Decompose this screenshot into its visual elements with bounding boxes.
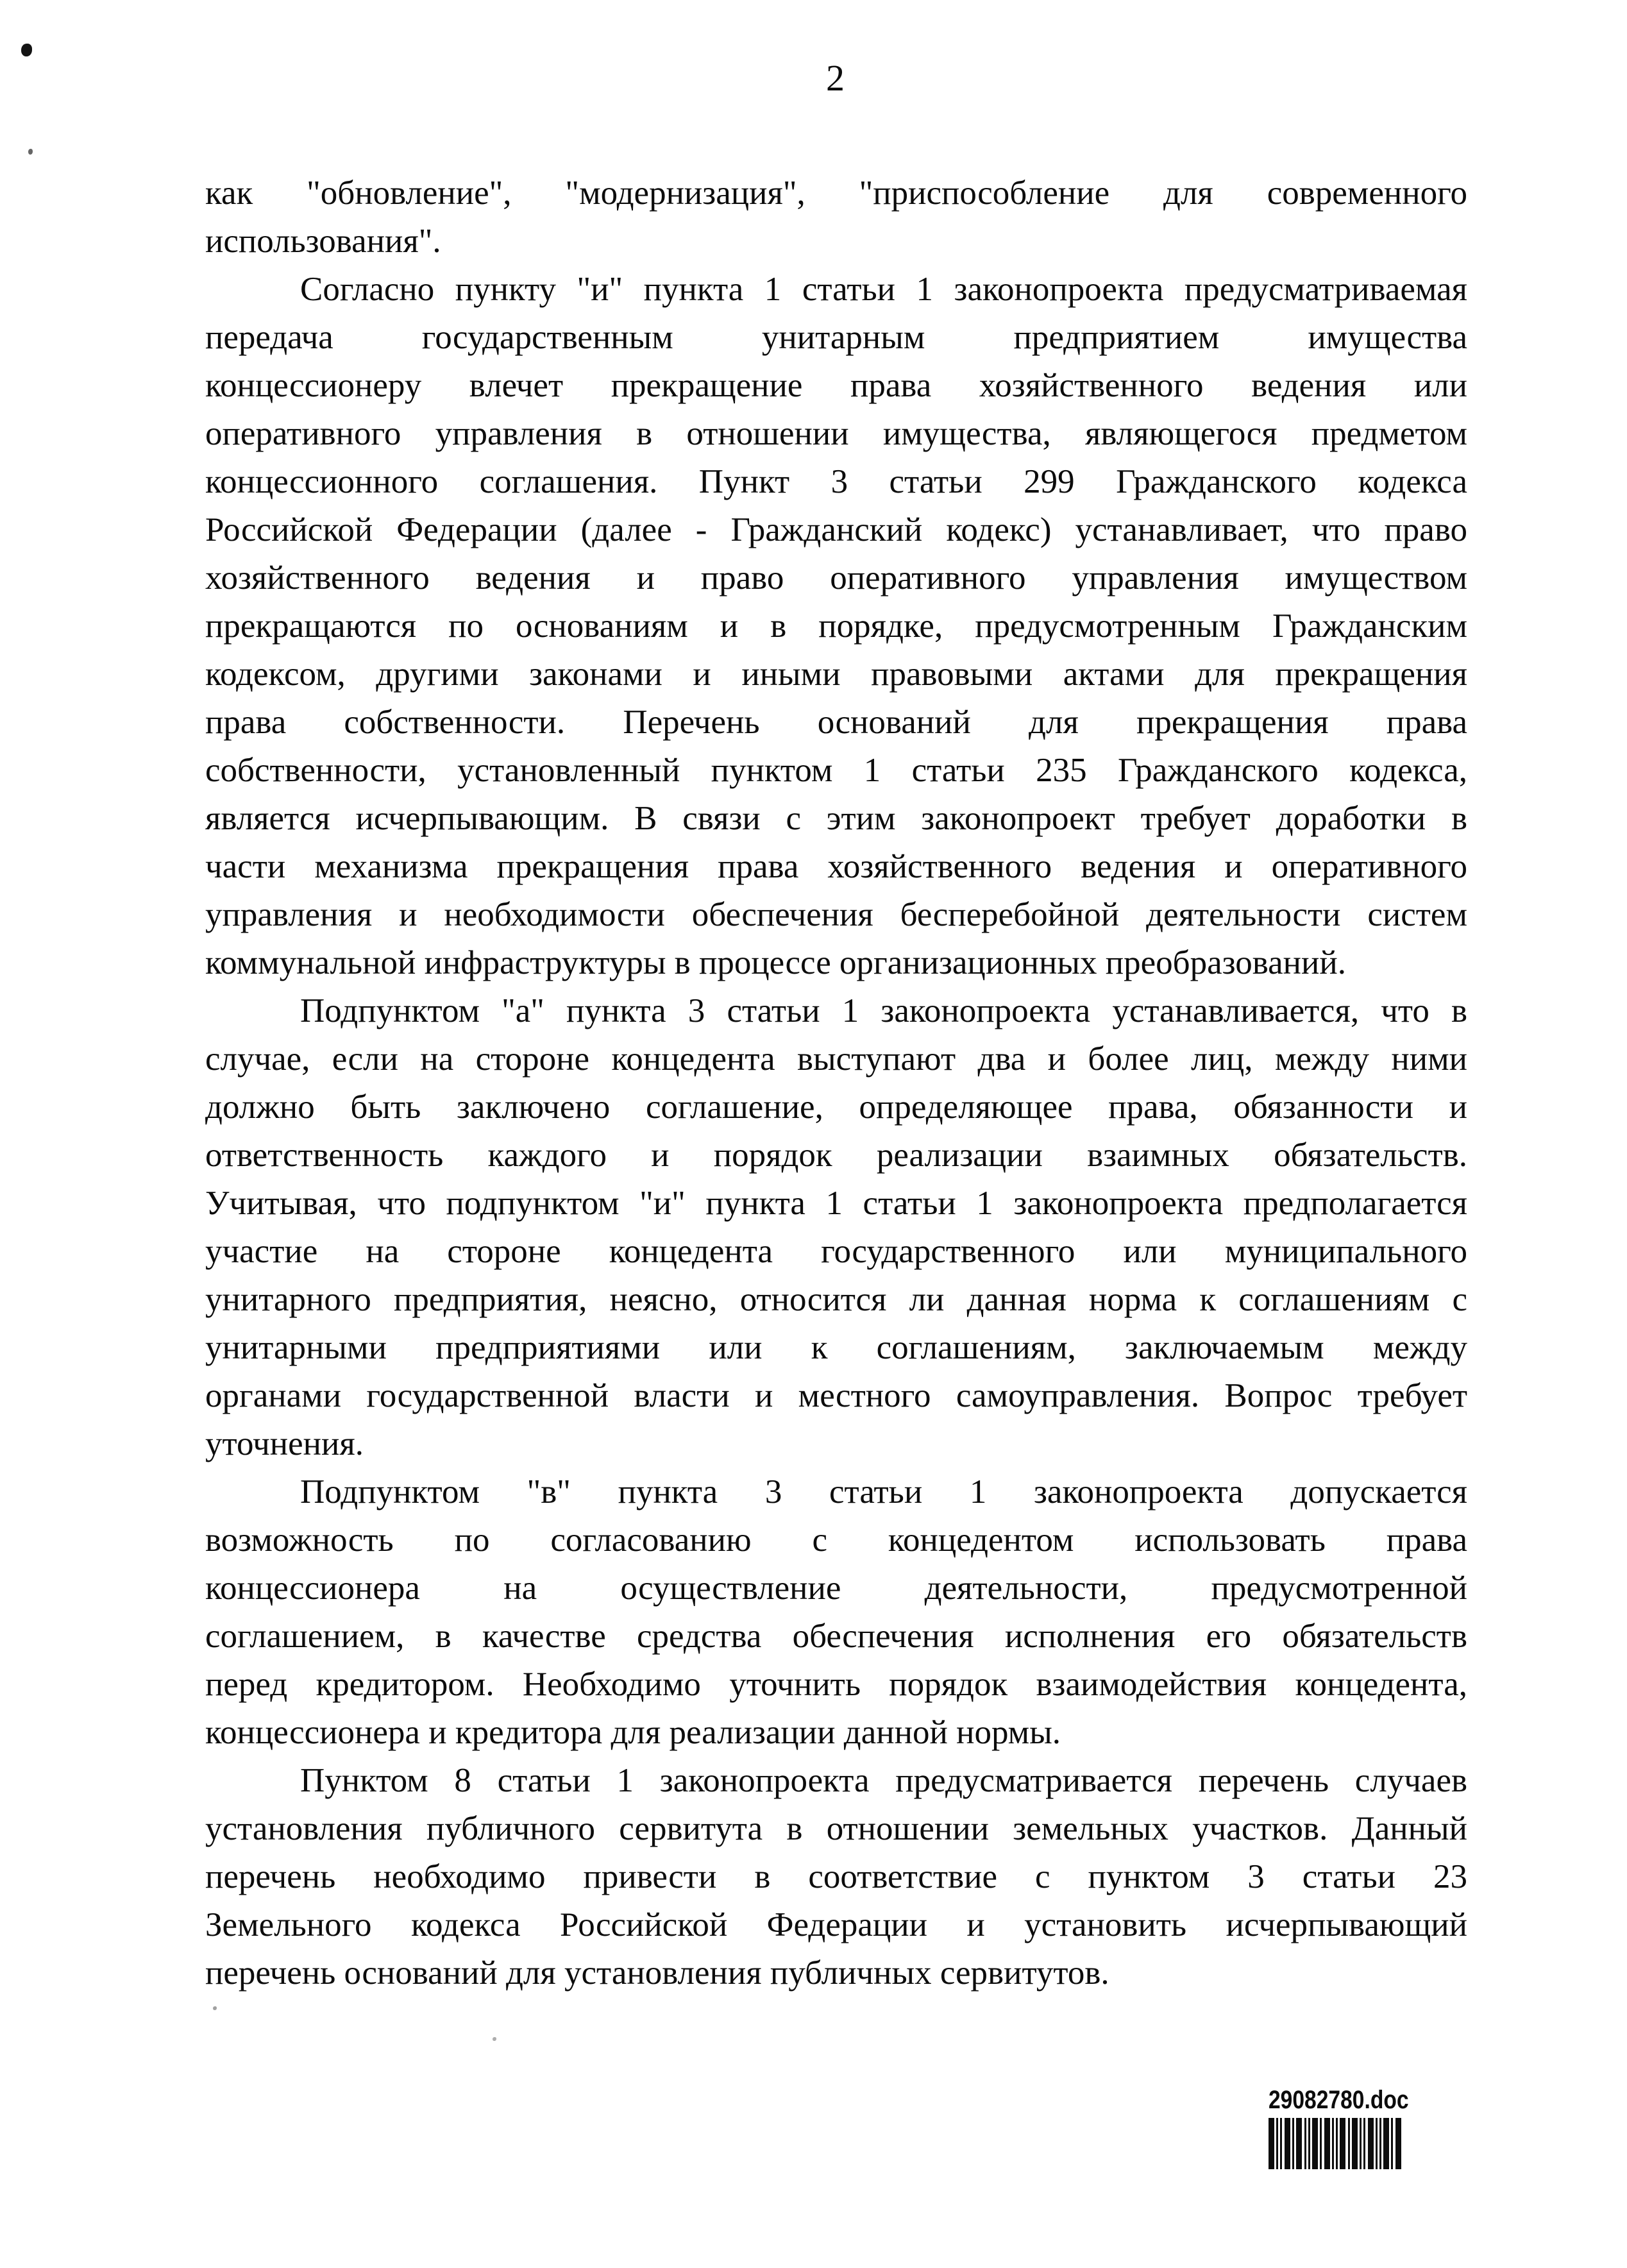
barcode-bar — [1296, 2118, 1302, 2169]
text-line: части механизма прекращения права хозяйственного ведения и оперативного — [205, 848, 1467, 885]
text-line: использования". — [205, 223, 441, 260]
text-line: концессионера и кредитора для реализации данной нормы. — [205, 1714, 1061, 1751]
scan-speck — [21, 44, 32, 56]
barcode-bar — [1269, 2118, 1274, 2169]
text-line: должно быть заключено соглашение, определяющее права, обязанности и — [205, 1088, 1467, 1126]
scan-speck — [213, 2006, 217, 2010]
barcode-bar — [1324, 2118, 1330, 2169]
text-line: Согласно пункту "и" пункта 1 статьи 1 законопроекта предусматриваемая — [300, 271, 1467, 308]
text-line: установления публичного сервитута в отношении земельных участков. Данный — [205, 1810, 1467, 1847]
text-line: унитарными предприятиями или к соглашениям, заключаемым между — [205, 1329, 1467, 1366]
text-line: передача государственным унитарным предприятием имущества — [205, 319, 1467, 356]
text-line: участие на стороне концедента государственного или муниципального — [205, 1233, 1467, 1270]
text-line: права собственности. Перечень оснований для прекращения права — [205, 704, 1467, 741]
text-line: Подпунктом "а" пункта 3 статьи 1 законопроекта устанавливается, что в — [300, 992, 1467, 1029]
text-line: является исчерпывающим. В связи с этим законопроект требует доработки в — [205, 800, 1467, 837]
barcode-bar — [1363, 2118, 1365, 2169]
text-line: перечень оснований для установления публичных сервитутов. — [205, 1954, 1109, 1992]
text-line: Российской Федерации (далее - Гражданский кодекс) устанавливает, что право — [205, 511, 1467, 548]
text-line: собственности, установленный пунктом 1 статьи 235 Гражданского кодекса, — [205, 752, 1467, 789]
page-number: 2 — [826, 57, 845, 99]
barcode-bar — [1352, 2118, 1358, 2169]
barcode-bar — [1395, 2118, 1401, 2169]
text-line: Учитывая, что подпунктом "и" пункта 1 статьи 1 законопроекта предполагается — [205, 1185, 1467, 1222]
text-line: Земельного кодекса Российской Федерации и установить исчерпывающий — [205, 1906, 1467, 1943]
text-line: коммунальной инфраструктуры в процессе организационных преобразований. — [205, 944, 1346, 981]
text-line: ответственность каждого и порядок реализации взаимных обязательств. — [205, 1137, 1467, 1174]
barcode-bar — [1336, 2118, 1338, 2169]
text-line: перечень необходимо привести в соответствие с пунктом 3 статьи 23 — [205, 1858, 1467, 1895]
text-line: уточнения. — [205, 1425, 364, 1462]
text-line: концессионеру влечет прекращение права хозяйственного ведения или — [205, 367, 1467, 404]
scan-speck — [28, 149, 33, 155]
barcode-bar — [1332, 2118, 1334, 2169]
barcode-bar — [1340, 2118, 1345, 2169]
barcode-bar — [1391, 2118, 1393, 2169]
text-line: хозяйственного ведения и право оперативного управления имуществом — [205, 559, 1467, 597]
text-line: прекращаются по основаниям и в порядке, предусмотренным Гражданским — [205, 607, 1467, 645]
text-line: соглашением, в качестве средства обеспечения исполнения его обязательств — [205, 1618, 1467, 1655]
text-line: кодексом, другими законами и иными правовыми актами для прекращения — [205, 656, 1467, 693]
barcode-bar — [1379, 2118, 1381, 2169]
barcode-bar — [1368, 2118, 1374, 2169]
scan-speck — [493, 2037, 496, 2041]
barcode — [1269, 2118, 1402, 2169]
text-line: органами государственной власти и местного самоуправления. Вопрос требует — [205, 1377, 1467, 1414]
barcode-bar — [1360, 2118, 1361, 2169]
text-line: случае, если на стороне концедента выступают два и более лиц, между ними — [205, 1040, 1467, 1078]
barcode-bar — [1292, 2118, 1294, 2169]
text-line: Пунктом 8 статьи 1 законопроекта предусматривается перечень случаев — [300, 1762, 1467, 1799]
document-filename: 29082780.doc — [1269, 2086, 1409, 2114]
barcode-bar — [1304, 2118, 1306, 2169]
barcode-bar — [1312, 2118, 1318, 2169]
text-line: возможность по согласованию с концедентом использовать права — [205, 1521, 1467, 1559]
barcode-bar — [1285, 2118, 1290, 2169]
barcode-bar — [1376, 2118, 1378, 2169]
text-line: как "обновление", "модернизация", "приспособление для современного — [205, 174, 1467, 212]
barcode-bar — [1280, 2118, 1282, 2169]
text-line: концессионера на осуществление деятельности, предусмотренной — [205, 1570, 1467, 1607]
text-line: перед кредитором. Необходимо уточнить порядок взаимодействия концедента, — [205, 1666, 1467, 1703]
barcode-bar — [1308, 2118, 1310, 2169]
barcode-bar — [1348, 2118, 1350, 2169]
text-line: управления и необходимости обеспечения бесперебойной деятельности систем — [205, 896, 1467, 933]
text-line: концессионного соглашения. Пункт 3 статьи 299 Гражданского кодекса — [205, 463, 1467, 500]
document-text — [205, 169, 1467, 1997]
barcode-bar — [1276, 2118, 1278, 2169]
text-line: оперативного управления в отношении имущества, являющегося предметом — [205, 415, 1467, 452]
text-line: унитарного предприятия, неясно, относится ли данная норма к соглашениям с — [205, 1281, 1467, 1318]
barcode-bar — [1320, 2118, 1322, 2169]
text-line: Подпунктом "в" пункта 3 статьи 1 законопроекта допускается — [300, 1473, 1467, 1511]
barcode-bar — [1383, 2118, 1389, 2169]
